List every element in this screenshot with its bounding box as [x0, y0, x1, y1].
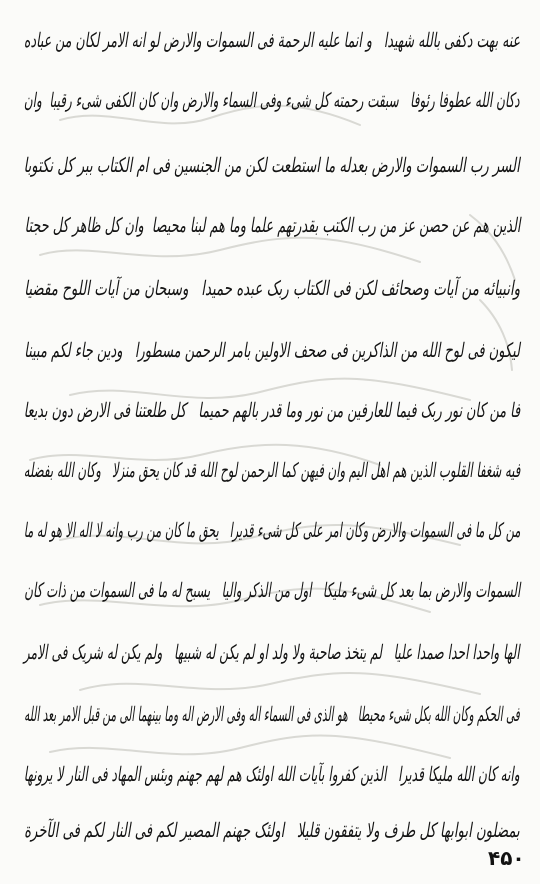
- manuscript-line-3: السر رب السموات والارض بعدله ما استطعت لکن من الجنسین فی ام الکتاب ببر کل نکتوبا: [23, 153, 520, 177]
- manuscript-line-1: عنه بهت دکفی بالله شهیدا ‌ ‌ و انما علیه الرحمة فی السموات والارض لو انه الامر لکان من عباده: [23, 28, 520, 52]
- manuscript-line-10: السموات والارض بما بعد کل شیء ملیکا ‌ ‌ اول من الذکر والیا ‌ ‌ یسبح له ما فی السموات من ذات کان: [23, 578, 520, 602]
- manuscript-line-4: الذین هم عن حصن عز من رب الکتب بقدرتهم علما وما هم لبنا محیصا ‌ وان کل ظاهر کل حجتا: [24, 213, 520, 237]
- manuscript-line-5: وانبیائه من آیات وصحائف لکن فی الکتاب ربک عبده حمیدا ‌ ‌ وسبحان من آیات اللوح مقضیا: [24, 276, 520, 300]
- manuscript-line-7: فا من کان نور ربک فیما للعارفین من نور وما قدر بالهم حمیما ‌ ‌ کل طلعتنا فی الارض دون بدیعا: [23, 398, 520, 422]
- manuscript-line-13: وانه کان الله ملیکا قدیرا ‌ ‌ الذین کفروا بآیات الله اولئک هم لهم جهنم وبئس المهاد فی النار لا یرونها: [24, 762, 520, 786]
- manuscript-line-9: من کل ما فی السموات والارض وکان امر علی کل شیء قدیرا ‌ ‌ یحق ما کان من رب وانه لا اله الا هو له ما: [23, 518, 520, 542]
- manuscript-line-8: فیه شغفا القلوب الذین هم اهل الیم وان فیهن کما الرحمن لوح الله قد کان یحق منزلا ‌ ‌ وکان الله بفضله: [23, 458, 520, 482]
- manuscript-line-6: لیکون فی لوح الله من الذاکرین فی صحف الاولین بامر الرحمن مسطورا ‌ ‌ ودین جاء لکم مبینا: [24, 338, 520, 362]
- manuscript-line-2: دکان الله عطوفا رئوفا ‌ ‌ سبقت رحمته کل شیء وفی السماء والارض وان کان الکفی شیء رقیبا ‌ وان: [24, 88, 520, 112]
- page-number: ۴۵۰: [488, 846, 525, 870]
- manuscript-line-14: بمضلون ابوابها کل طرف ولا یتفقون قلیلا ‌ ‌ اولئک جهنم المصیر لکم فی النار لکم فی الآخرة: [24, 818, 520, 842]
- manuscript-line-11: الها واحدا احدا صمدا علیا ‌ ‌ لم یتخذ صاحبة ولا ولد او لم یکن له شبیها ‌ ‌ ولم یکن له شریک فی الامر: [24, 640, 520, 664]
- manuscript-line-12: فی الحکم وکان الله بکل شیء محیطا ‌ ‌ هو الذی فی السماء اله وفی الارض اله وما بینهما الی من قبل الامر بعد الله: [24, 702, 520, 726]
- manuscript-text-block: [23, 18, 520, 842]
